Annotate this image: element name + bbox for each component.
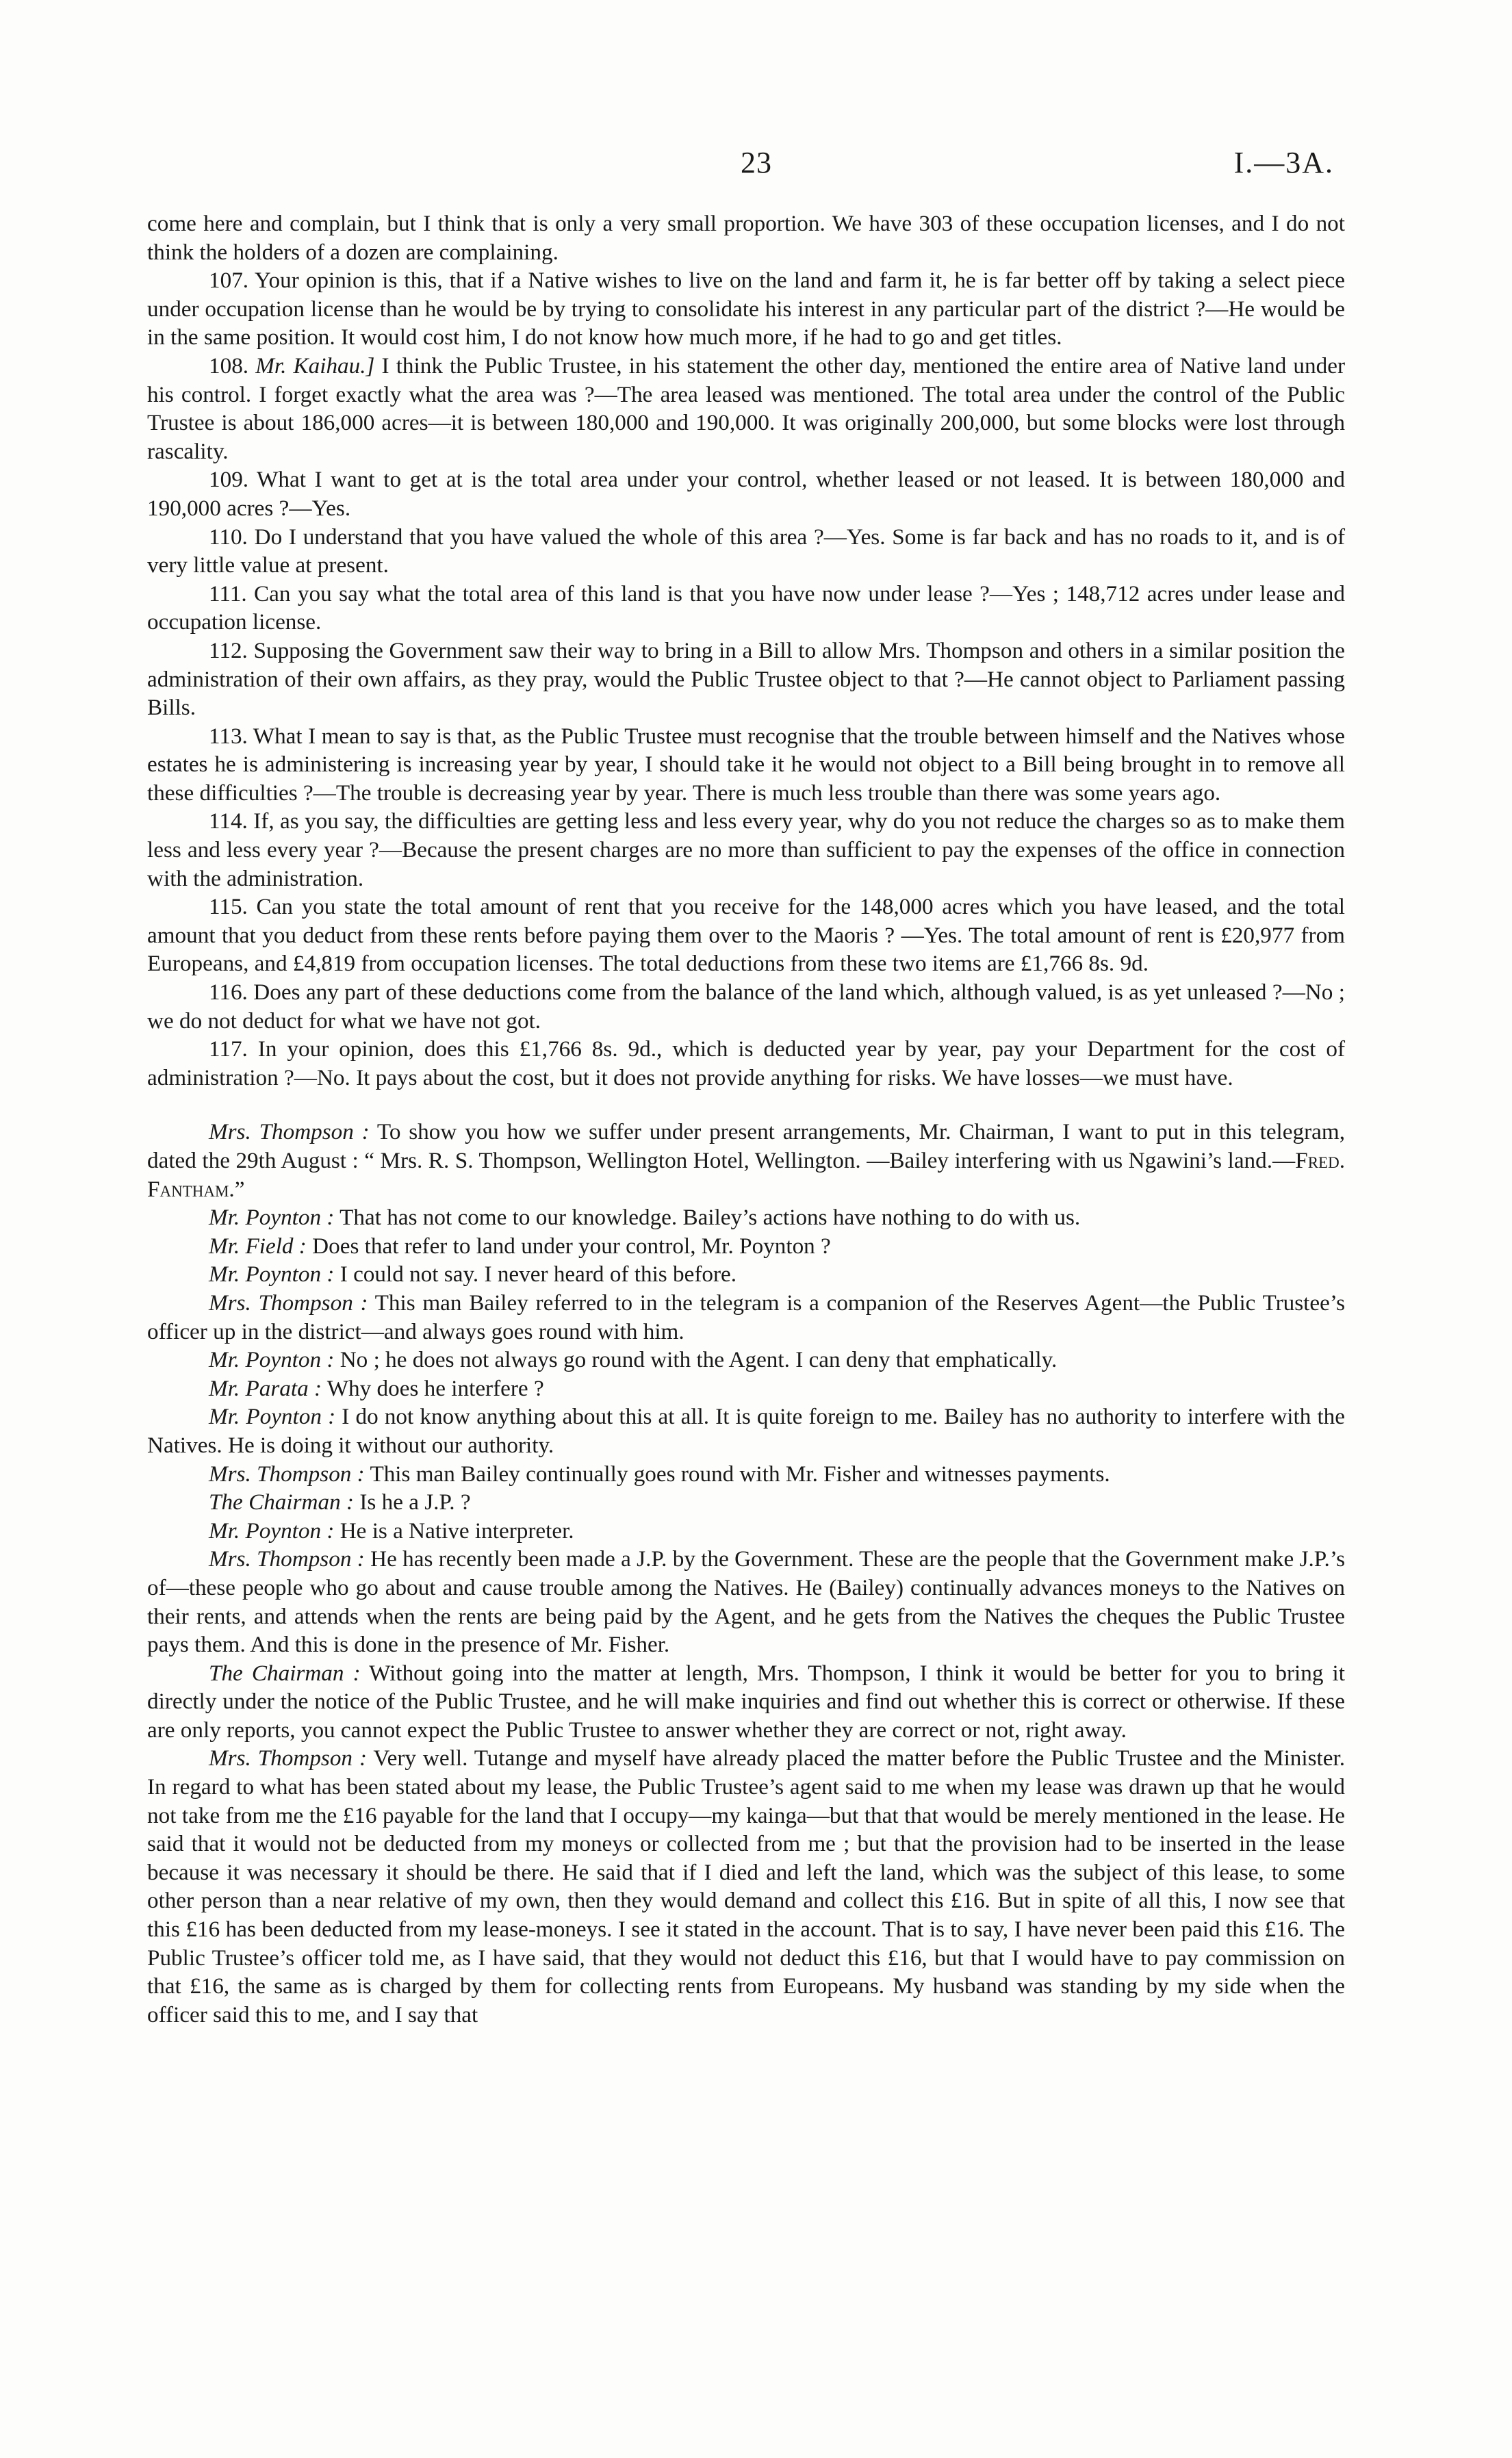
- speaker-label: Mrs. Thompson :: [209, 1290, 368, 1316]
- page-number: 23: [741, 146, 772, 179]
- dialogue-text: This man Bailey continually goes round with Mr. Fisher and witnesses payments.: [370, 1461, 1110, 1487]
- dialogue-text: He is a Native interpreter.: [339, 1518, 574, 1544]
- speaker-label: Mr. Poynton :: [209, 1404, 336, 1430]
- dialogue-line: [147, 1289, 1345, 1346]
- telegram-signature: Fred. Fantham.: [147, 1148, 1345, 1202]
- question-108: [147, 352, 1345, 465]
- speaker-label: The Chairman :: [209, 1660, 361, 1686]
- section-gap: [147, 1092, 1345, 1118]
- dialogue-text: Is he a J.P. ?: [359, 1489, 471, 1515]
- speaker-label: Mrs. Thompson :: [209, 1461, 365, 1487]
- dialogue-line: [147, 1659, 1345, 1745]
- dialogue-line: [147, 1260, 1345, 1289]
- dialogue-text: That has not come to our knowledge. Bailey’s actions have nothing to do with us.: [339, 1205, 1081, 1231]
- speaker-label: Mrs. Thompson :: [209, 1745, 367, 1771]
- speaker-label: The Chairman :: [209, 1489, 355, 1515]
- dialogue-text: He has recently been made a J.P. by the Government. These are the people that the Government make J.P.’s of—these people who go about and cause trouble among the Natives. He (Bailey) continually advances moneys to the Natives on their rents, and attends when the rents are being paid by the Agent, and he gets from the Natives the cheques the Public Trustee pays them. And this is done in the presence of Mr. Fisher.: [147, 1546, 1345, 1658]
- question-108-text: I think the Public Trustee, in his statement the other day, mentioned the entire area of Native land under his control. I forget exactly what the area was ?—The area leased was mentioned. The total area under the control of the Public Trustee is about 186,000 acres—it is between 180,000 and 190,000. It was originally 200,000, but some blocks were lost through rascality.: [147, 353, 1345, 464]
- dialogue-line: [147, 1488, 1345, 1517]
- speaker-label: Mrs. Thompson :: [209, 1119, 370, 1145]
- document-reference: I.—3A.: [1233, 146, 1334, 179]
- dialogue-line: [147, 1460, 1345, 1489]
- dialogue-text: No ; he does not always go round with the Agent. I can deny that emphatically.: [339, 1347, 1058, 1373]
- speaker-label: Mrs. Thompson :: [209, 1546, 365, 1572]
- speaker-label: Mr. Field :: [209, 1233, 307, 1259]
- dialogue-line: [147, 1403, 1345, 1459]
- speaker-label: Mr. Kaihau.]: [255, 353, 375, 379]
- dialogue-line: [147, 1517, 1345, 1546]
- speaker-label: Mr. Poynton :: [209, 1347, 335, 1373]
- dialogue-text: Why does he interfere ?: [326, 1375, 544, 1401]
- speaker-label: Mr. Poynton :: [209, 1205, 335, 1231]
- dialogue-line: [147, 1203, 1345, 1232]
- question-116: 116. Does any part of these deductions come from the balance of the land which, although valued, is as yet unleased ?—No ; we do not deduct for what we have not got.: [147, 980, 1345, 1034]
- question-113: 113. What I mean to say is that, as the Public Trustee must recognise that the trouble between himself and the Natives whose estates he is administering is increasing year by year, I should take it he would not object to a Bill being brought in to remove all these difficulties ?—The trouble is decreasing year by year. There is much less trouble than there was some years ago.: [147, 723, 1345, 806]
- dialogue-line: [147, 1374, 1345, 1403]
- dialogue-text: I could not say. I never heard of this before.: [339, 1262, 737, 1288]
- question-112: 112. Supposing the Government saw their way to bring in a Bill to allow Mrs. Thompson and others in a similar position the administration of their own affairs, as they pray, would the Public Trustee object to that ?—He cannot object to Parliament passing Bills.: [147, 637, 1345, 721]
- speaker-label: Mr. Parata :: [209, 1375, 322, 1401]
- dialogue-line: [147, 1744, 1345, 2029]
- speaker-label: Mr. Poynton :: [209, 1518, 335, 1544]
- dialogue-text: This man Bailey referred to in the telegram is a companion of the Reserves Agent—the Public Trustee’s officer up in the district—and always goes round with him.: [147, 1290, 1345, 1344]
- dialogue-text: To show you how we suffer under present arrangements, Mr. Chairman, I want to put in this telegram, dated the 29th August : “ Mrs. R. S. Thompson, Wellington Hotel, Wellington. —Bailey interfering with us Ngawini’s land.—: [147, 1119, 1345, 1173]
- speaker-label: Mr. Poynton :: [209, 1262, 335, 1288]
- dialogue-line: [147, 1346, 1345, 1374]
- dialogue-line: [147, 1232, 1345, 1261]
- document-body: [147, 209, 1345, 2029]
- paragraph-continued: come here and complain, but I think that is only a very small proportion. We have 303 of these occupation licenses, and I do not think the holders of a dozen are complaining.: [147, 211, 1345, 265]
- question-117: 117. In your opinion, does this £1,766 8s. 9d., which is deducted year by year, pay your Department for the cost of administration ?—No. It pays about the cost, but it does not provide anything for risks. We have losses—we must have.: [147, 1036, 1345, 1090]
- dialogue-text: Without going into the matter at length, Mrs. Thompson, I think it would be better for you to bring it directly under the notice of the Public Trustee, and he will make inquiries and find out whether this is correct or otherwise. If these are only reports, you cannot expect the Public Trustee to answer whether they are correct or not, right away.: [147, 1660, 1345, 1743]
- question-111: 111. Can you say what the total area of this land is that you have now under lease ?—Yes ; 148,712 acres under lease and occupation license.: [147, 580, 1345, 635]
- dialogue-text-tail: ”: [234, 1176, 245, 1202]
- question-107: 107. Your opinion is this, that if a Native wishes to live on the land and farm it, he is far better off by taking a select piece under occupation license than he would be by trying to consolidate his interest in any particular part of the district ?—He would be in the same position. It would cost him, I do not know how much more, if he had to go and get titles.: [147, 268, 1345, 350]
- dialogue-text: Very well. Tutange and myself have already placed the matter before the Public Trustee and the Minister. In regard to what has been stated about my lease, the Public Trustee’s agent said to me when my lease was drawn up that he would not take from me the £16 payable for the land that I occupy—my kainga—but that that would be merely mentioned in the lease. He said that it would not be deducted from my moneys or collected from me ; but that the provision had to be inserted in the lease because it was necessary it should be there. He said that if I died and left the land, which was the subject of this lease, to some other person than a near relative of my own, then they would demand and collect this £16. But in spite of all this, I now see that this £16 has been deducted from my lease-moneys. I see it stated in the account. That is to say, I have never been paid this £16. The Public Trustee’s officer told me, as I have said, that they would not deduct this £16, but that I would have to pay commission on that £16, the same as is charged by them for collecting rents from Europeans. My husband was standing by my side when the officer said this to me, and I say that: [147, 1745, 1346, 2027]
- dialogue-text: I do not know anything about this at all. It is quite foreign to me. Bailey has no authority to interfere with the Natives. He is doing it without our authority.: [147, 1404, 1346, 1458]
- question-109: 109. What I want to get at is the total area under your control, whether leased or not leased. It is between 180,000 and 190,000 acres ?—Yes.: [147, 467, 1345, 521]
- dialogue-line: [147, 1545, 1345, 1659]
- dialogue-line: [147, 1118, 1345, 1203]
- question-114: 114. If, as you say, the difficulties are getting less and less every year, why do you not reduce the charges so as to make them less and less every year ?—Because the present charges are no more than sufficient to pay the expenses of the office in connection with the administration.: [147, 808, 1345, 891]
- question-110: 110. Do I understand that you have valued the whole of this area ?—Yes. Some is far back and has no roads to it, and is of very little value at present.: [147, 524, 1345, 578]
- question-115: 115. Can you state the total amount of rent that you receive for the 148,000 acres which you have leased, and the total amount that you deduct from these rents before paying them over to the Maoris ? —Yes. The total amount of rent is £20,977 from Europeans, and £4,819 from occupation licenses. The total deductions from these two items are £1,766 8s. 9d.: [147, 894, 1345, 977]
- question-108-number: 108.: [209, 353, 256, 379]
- dialogue-text: Does that refer to land under your control, Mr. Poynton ?: [312, 1233, 831, 1259]
